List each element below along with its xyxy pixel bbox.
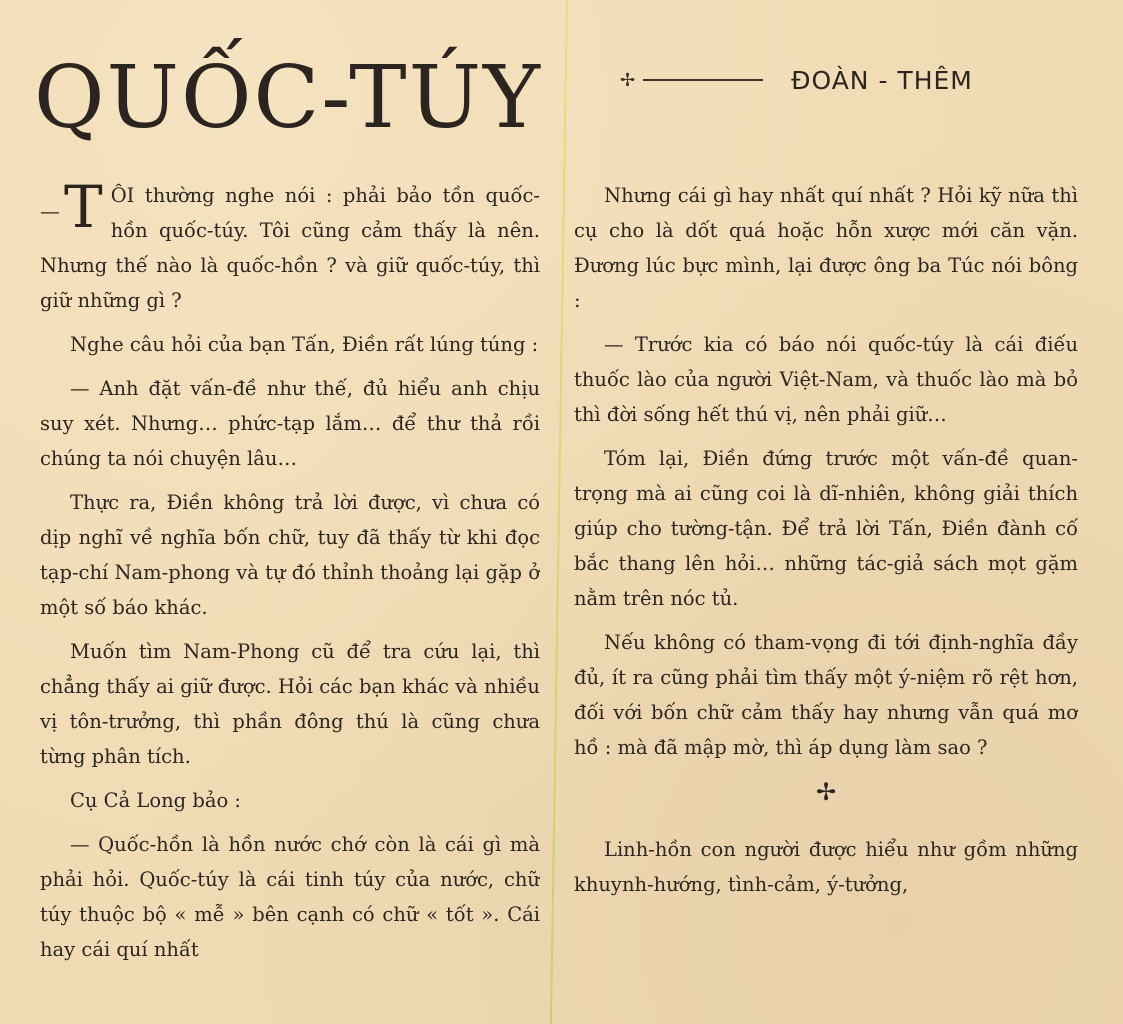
paragraph-text: ÔI thường nghe nói : phải bảo tồn quốc-hồn quốc-túy. Tôi cũng cảm thấy là nên. Nhưng thế nào là quốc-hồn ? và giữ quốc-túy, thì giữ những gì ? xyxy=(40,184,540,312)
drop-cap: T xyxy=(64,178,103,241)
ornament-icon: ✢ xyxy=(620,69,636,91)
paragraph: — Anh đặt vấn-đề như thế, đủ hiểu anh chịu suy xét. Nhưng… phức-tạp lắm… để thư thả rồi chúng ta nói chuyện lâu… xyxy=(40,377,540,470)
paragraph: Thực ra, Điền không trả lời được, vì chưa có dịp nghĩ về nghĩa bốn chữ, tuy đã thấy từ khi đọc tạp-chí Nam-phong và tự đó thỉnh thoảng lại gặp ở một số báo khác. xyxy=(40,491,540,619)
paragraph: Muốn tìm Nam-Phong cũ để tra cứu lại, thì chẳng thấy ai giữ được. Hỏi các bạn khác và nhiều vị tôn-trưởng, thì phần đông thú là cũng chưa từng phân tích. xyxy=(40,640,540,768)
byline-rule xyxy=(643,79,763,81)
paragraph: — Quốc-hồn là hồn nước chớ còn là cái gì mà phải hỏi. Quốc-túy là cái tinh túy của nước, chữ túy thuộc bộ « mễ » bên cạnh có chữ « tốt ». Cái hay cái quí nhất xyxy=(40,833,540,961)
paragraph: Tóm lại, Điền đứng trước một vấn-đề quan-trọng mà ai cũng coi là dĩ-nhiên, không giải thích giúp cho tường-tận. Để trả lời Tấn, Điền đành cố bắc thang lên hỏi… những tác-giả sách mọt gặm nằm trên nóc tủ. xyxy=(574,447,1078,610)
paragraph: Nghe câu hỏi của bạn Tấn, Điền rất lúng túng : xyxy=(70,333,539,356)
author-name: ĐOÀN - THÊM xyxy=(791,65,973,95)
left-column xyxy=(40,178,540,1024)
section-separator-icon: ✢ xyxy=(815,778,837,806)
opening-paragraph xyxy=(40,178,540,318)
paragraph: Linh-hồn con người được hiểu như gồm những khuynh-hướng, tình-cảm, ý-tưởng, xyxy=(574,838,1078,896)
dash-mark: — xyxy=(40,199,60,223)
paragraph: Cụ Cả Long bảo : xyxy=(70,789,241,812)
byline xyxy=(620,60,1040,100)
paragraph: — Trước kia có báo nói quốc-túy là cái điếu thuốc lào của người Việt-Nam, và thuốc lào mà bỏ thì đời sống hết thú vị, nên phải giữ… xyxy=(574,333,1078,426)
paragraph: Nhưng cái gì hay nhất quí nhất ? Hỏi kỹ nữa thì cụ cho là dốt quá hoặc hỗn xược mới căn vặn. Đương lúc bực mình, lại được ông ba Túc nói bông : xyxy=(574,184,1078,312)
paragraph: Nếu không có tham-vọng đi tới định-nghĩa đầy đủ, ít ra cũng phải tìm thấy một ý-niệm rõ rệt hơn, đối với bốn chữ cảm thấy hay nhưng vẫn quá mơ hồ : mà đã mập mờ, thì áp dụng làm sao ? xyxy=(574,631,1078,759)
column-gutter-line xyxy=(550,0,568,1024)
article-title: QUỐC-TÚY xyxy=(34,48,542,148)
right-column xyxy=(574,178,1078,1024)
